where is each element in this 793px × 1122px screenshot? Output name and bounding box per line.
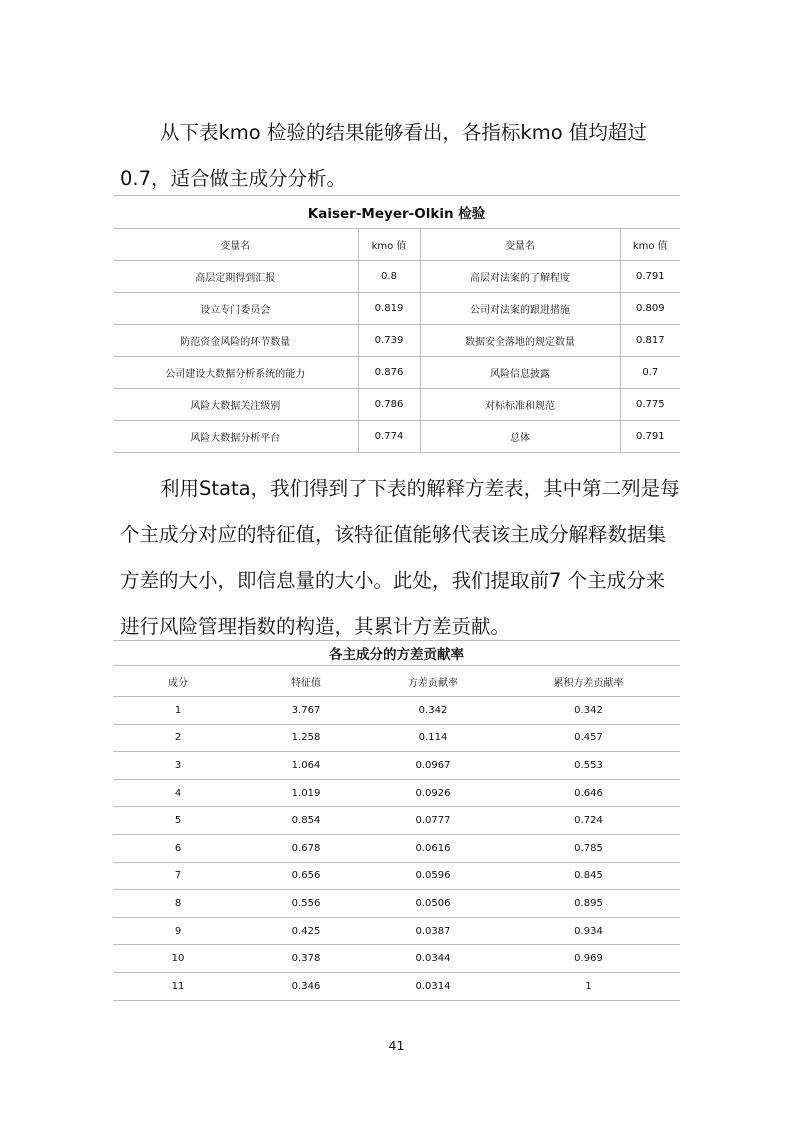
table-cell: 0.969	[497, 945, 680, 973]
table-cell: 3.767	[243, 697, 369, 725]
table-cell: 0.457	[497, 724, 680, 752]
table-row	[113, 389, 680, 421]
variance-table	[113, 640, 680, 1001]
table-cell: 0.791	[620, 261, 680, 293]
table-cell: 4	[113, 779, 243, 807]
table-cell: 0.845	[497, 862, 680, 890]
table-cell: 0.656	[243, 862, 369, 890]
table-cell: 8	[113, 890, 243, 918]
table-cell: 0.425	[243, 917, 369, 945]
table-cell: 0.785	[497, 834, 680, 862]
table-cell: 设立专门委员会	[113, 293, 358, 325]
table-cell: 0.724	[497, 807, 680, 835]
paragraph-variance-intro: 利用Stata，我们得到了下表的解释方差表，其中第二列是每个主成分对应的特征值，该特征值能够代表该主成分解释数据集方差的大小，即信息量的大小。此处，我们提取前7 个主成分来进行风险管理指数的构造，其累计方差贡献。	[120, 477, 680, 638]
table-cell: 0.809	[620, 293, 680, 325]
table-cell: 6	[113, 834, 243, 862]
table-cell: 0.0596	[369, 862, 497, 890]
table-cell: 高层定期得到汇报	[113, 261, 358, 293]
table-row	[113, 697, 680, 725]
table-cell: 9	[113, 917, 243, 945]
table-cell: 1	[113, 697, 243, 725]
table-cell: 0.791	[620, 421, 680, 453]
table-cell: 0.0344	[369, 945, 497, 973]
table-row	[113, 834, 680, 862]
table-cell: 0.346	[243, 972, 369, 1000]
table-cell: 0.819	[358, 293, 420, 325]
table-cell: 数据安全落地的规定数量	[420, 325, 620, 357]
table-cell: 0.774	[358, 421, 420, 453]
table-cell: 3	[113, 752, 243, 780]
kmo-table-header-row	[113, 229, 680, 261]
table-cell: 0.876	[358, 357, 420, 389]
table-row	[113, 917, 680, 945]
table-row	[113, 862, 680, 890]
table-cell: 公司对法案的跟进措施	[420, 293, 620, 325]
table-cell: 防范资金风险的环节数量	[113, 325, 358, 357]
table-row	[113, 945, 680, 973]
table-cell: 对标标准和规范	[420, 389, 620, 421]
table-cell: 0.342	[497, 697, 680, 725]
table-row	[113, 357, 680, 389]
table-row	[113, 779, 680, 807]
table-cell: 11	[113, 972, 243, 1000]
kmo-table	[113, 195, 680, 453]
column-header: 方差贡献率	[369, 666, 497, 697]
table-row	[113, 972, 680, 1000]
variance-table-caption: 各主成分的方差贡献率	[113, 641, 680, 666]
table-cell: 1.258	[243, 724, 369, 752]
table-cell: 风险信息披露	[420, 357, 620, 389]
table-cell: 5	[113, 807, 243, 835]
table-cell: 0.934	[497, 917, 680, 945]
column-header: 成分	[113, 666, 243, 697]
table-row	[113, 261, 680, 293]
table-cell: 0.786	[358, 389, 420, 421]
paragraph-kmo-intro: 从下表kmo 检验的结果能够看出，各指标kmo 值均超过0.7，适合做主成分分析。	[120, 121, 647, 190]
table-cell: 0.739	[358, 325, 420, 357]
table-cell: 0.0926	[369, 779, 497, 807]
table-cell: 总体	[420, 421, 620, 453]
table-cell: 公司建设大数据分析系统的能力	[113, 357, 358, 389]
table-cell: 0.0314	[369, 972, 497, 1000]
table-cell: 0.0506	[369, 890, 497, 918]
table-cell: 0.0387	[369, 917, 497, 945]
table-row	[113, 325, 680, 357]
table-row	[113, 293, 680, 325]
table-row	[113, 752, 680, 780]
column-header: 特征值	[243, 666, 369, 697]
table-cell: 0.556	[243, 890, 369, 918]
table-cell: 0.817	[620, 325, 680, 357]
column-header: 变量名	[420, 229, 620, 261]
table-row	[113, 890, 680, 918]
table-cell: 0.8	[358, 261, 420, 293]
table-row	[113, 724, 680, 752]
table-cell: 0.0777	[369, 807, 497, 835]
table-cell: 风险大数据分析平台	[113, 421, 358, 453]
table-cell: 风险大数据关注级别	[113, 389, 358, 421]
table-cell: 10	[113, 945, 243, 973]
table-cell: 1	[497, 972, 680, 1000]
table-cell: 7	[113, 862, 243, 890]
table-cell: 0.775	[620, 389, 680, 421]
table-cell: 0.378	[243, 945, 369, 973]
table-cell: 0.854	[243, 807, 369, 835]
column-header: 变量名	[113, 229, 358, 261]
page-number: 41	[388, 1038, 405, 1053]
column-header: kmo 值	[620, 229, 680, 261]
table-cell: 0.114	[369, 724, 497, 752]
table-cell: 0.0616	[369, 834, 497, 862]
column-header: 累积方差贡献率	[497, 666, 680, 697]
table-cell: 0.553	[497, 752, 680, 780]
table-cell: 0.678	[243, 834, 369, 862]
table-cell: 0.646	[497, 779, 680, 807]
table-cell: 0.0967	[369, 752, 497, 780]
table-cell: 1.064	[243, 752, 369, 780]
kmo-table-caption: Kaiser-Meyer-Olkin 检验	[113, 196, 680, 229]
table-cell: 高层对法案的了解程度	[420, 261, 620, 293]
table-cell: 0.895	[497, 890, 680, 918]
table-cell: 2	[113, 724, 243, 752]
table-cell: 0.7	[620, 357, 680, 389]
table-cell: 0.342	[369, 697, 497, 725]
table-row	[113, 421, 680, 453]
variance-table-header-row	[113, 666, 680, 697]
table-cell: 1.019	[243, 779, 369, 807]
table-row	[113, 807, 680, 835]
column-header: kmo 值	[358, 229, 420, 261]
